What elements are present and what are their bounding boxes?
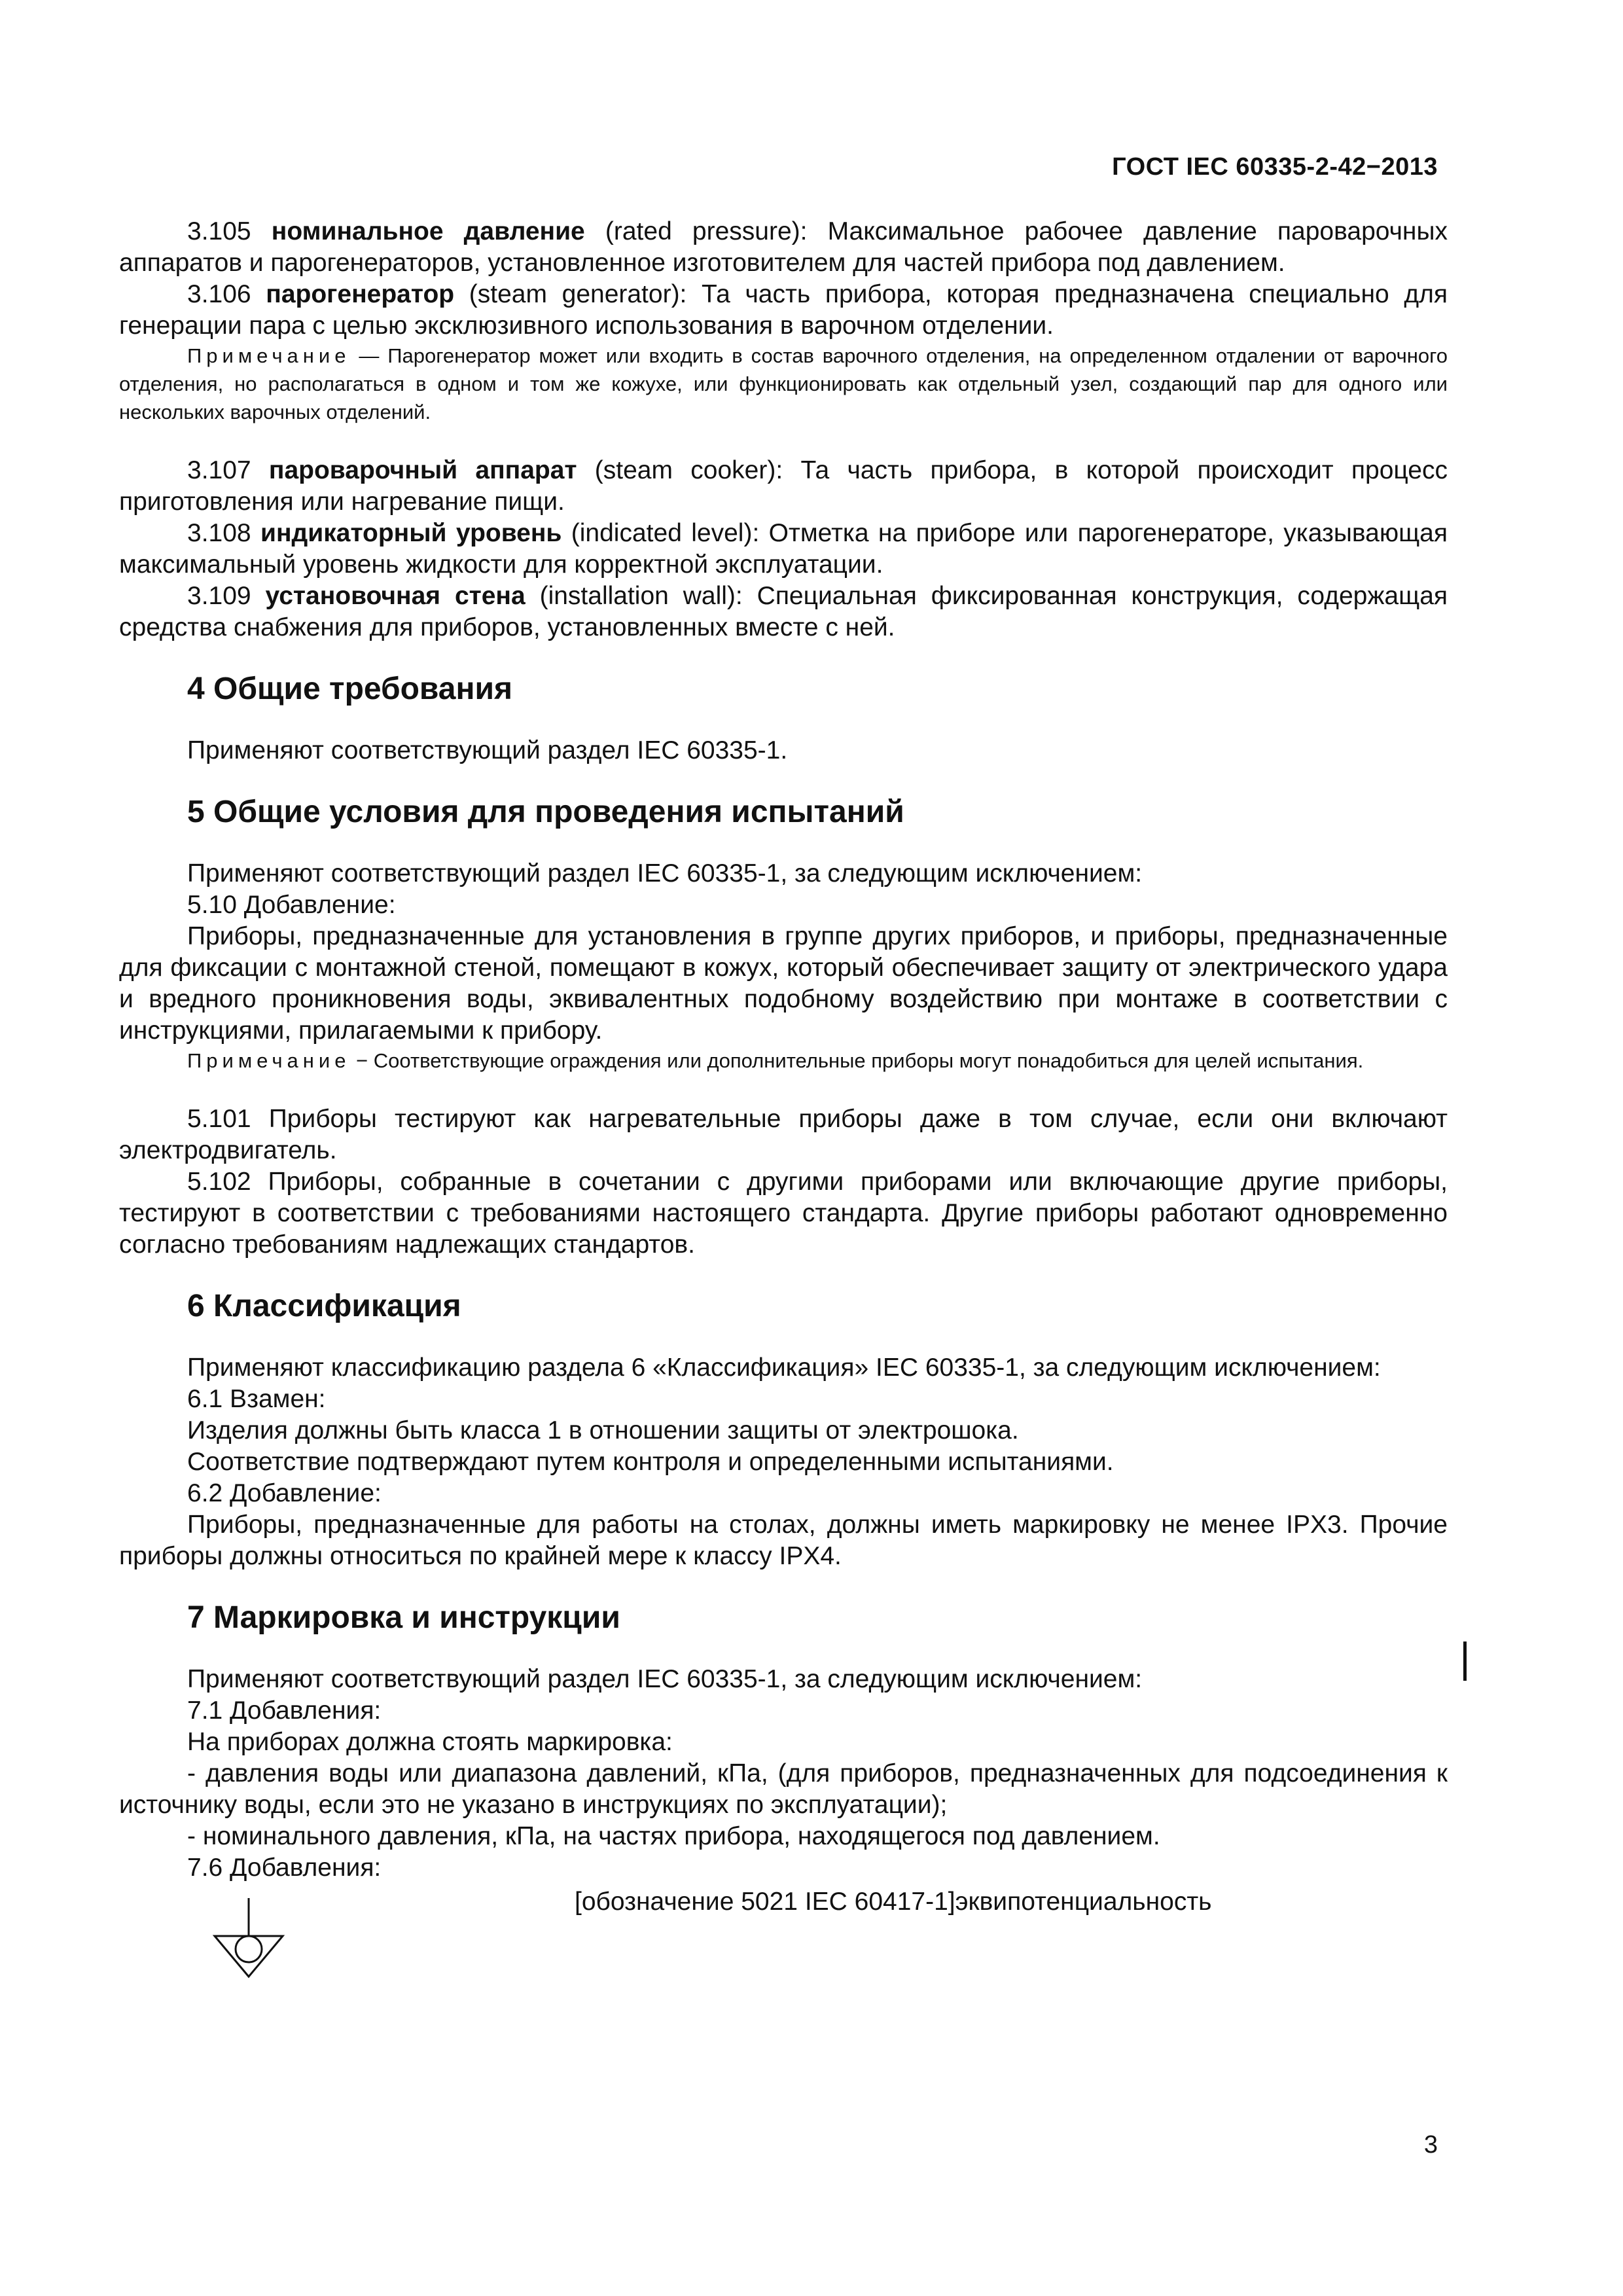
clause-5-10: 5.10 Добавление:	[187, 891, 396, 919]
content-column	[119, 216, 1448, 1982]
definition-3-107: 3.107 пароварочный аппарат (steam cooker): Та часть прибора, в которой происходит процесс приготовления или нагревание пищи.	[119, 456, 1448, 516]
clause-7-1-text: На приборах должна стоять маркировка:	[187, 1728, 673, 1756]
symbol-caption: [обозначение 5021 IEC 60417-1]эквипотенциальность	[575, 1888, 1212, 1916]
clause-7-1: 7.1 Добавления:	[187, 1696, 382, 1725]
section-4-heading: 4 Общие требования	[187, 672, 512, 706]
page-number: 3	[1423, 2131, 1438, 2159]
section-4-text: Применяют соответствующий раздел IEC 60335-1.	[187, 736, 788, 764]
clause-5-101: 5.101 Приборы тестируют как нагревательные приборы даже в том случае, если они включают электродвигатель.	[119, 1105, 1448, 1164]
clause-7-6: 7.6 Добавления:	[187, 1854, 382, 1882]
equipotentiality-symbol-icon	[211, 1897, 289, 1982]
section-7-heading: 7 Маркировка и инструкции	[187, 1600, 620, 1635]
note-test-enclosures: Примечание − Соответствующие ограждения или дополнительные приборы могут понадобиться для целей испытания.	[187, 1049, 1364, 1072]
change-bar	[1463, 1641, 1467, 1681]
clause-6-2-text: Приборы, предназначенные для работы на столах, должны иметь маркировку не менее IPX3. Прочие приборы должны относиться по крайней мере к классу IPX4.	[119, 1511, 1448, 1570]
section-6-heading: 6 Классификация	[187, 1289, 461, 1323]
definition-3-108: 3.108 индикаторный уровень (indicated level): Отметка на приборе или парогенераторе, указывающая максимальный уровень жидкости для корректной эксплуатации.	[119, 519, 1448, 579]
clause-6-2: 6.2 Добавление:	[187, 1479, 382, 1507]
marking-item-rated-pressure: - номинального давления, кПа, на частях прибора, находящегося под давлением.	[187, 1822, 1160, 1850]
clause-6-1-text-a: Изделия должны быть класса 1 в отношении защиты от электрошока.	[187, 1416, 1019, 1444]
section-6-intro: Применяют классификацию раздела 6 «Классификация» IEC 60335-1, за следующим исключением:	[187, 1354, 1381, 1382]
symbol-row	[119, 1884, 1448, 1982]
section-7-intro: Применяют соответствующий раздел IEC 60335-1, за следующим исключением:	[187, 1665, 1143, 1693]
definition-3-105: 3.105 номинальное давление (rated pressure): Максимальное рабочее давление пароварочных аппаратов и парогенераторов, установленное изготовителем для частей прибора под давлением.	[119, 217, 1448, 277]
document-header: ГОСТ IEC 60335-2-42−2013	[1112, 153, 1438, 181]
clause-5-10-text: Приборы, предназначенные для установления в группе других приборов, и приборы, предназначенные для фиксации с монтажной стеной, помещают в кожух, который обеспечивает защиту от электрического удара и вредного проникновения воды, эквивалентных подобному воздействию при монтаже в соответствии с инструкциями, прилагаемыми к прибору.	[119, 922, 1448, 1045]
definition-3-109: 3.109 установочная стена (installation wall): Специальная фиксированная конструкция, содержащая средства снабжения для приборов, установленных вместе с ней.	[119, 582, 1448, 641]
section-5-intro: Применяют соответствующий раздел IEC 60335-1, за следующим исключением:	[187, 859, 1143, 888]
clause-6-1: 6.1 Взамен:	[187, 1385, 326, 1413]
clause-5-102: 5.102 Приборы, собранные в сочетании с другими приборами или включающие другие приборы, тестируют в соответствии с требованиями настоящего стандарта. Другие приборы работают одновременно согласно требованиям надлежащих стандартов.	[119, 1168, 1448, 1259]
marking-item-water-pressure: - давления воды или диапазона давлений, кПа, (для приборов, предназначенных для подсоединения к источнику воды, если это не указано в инструкциях по эксплуатации);	[119, 1759, 1448, 1819]
definition-3-106: 3.106 парогенератор (steam generator): Та часть прибора, которая предназначена специально для генерации пара с целью эксклюзивного использования в варочном отделении.	[119, 280, 1448, 340]
section-5-heading: 5 Общие условия для проведения испытаний	[187, 795, 904, 829]
clause-6-1-text-b: Соответствие подтверждают путем контроля и определенными испытаниями.	[187, 1448, 1114, 1476]
note-steam-generator: Примечание — Парогенератор может или входить в состав варочного отделения, на определенном отдалении от варочного отделения, но располагаться в одном и том же кожухе, или функционировать как отдельный узел, создающий пар для одного или нескольких варочных отделений.	[119, 344, 1448, 423]
